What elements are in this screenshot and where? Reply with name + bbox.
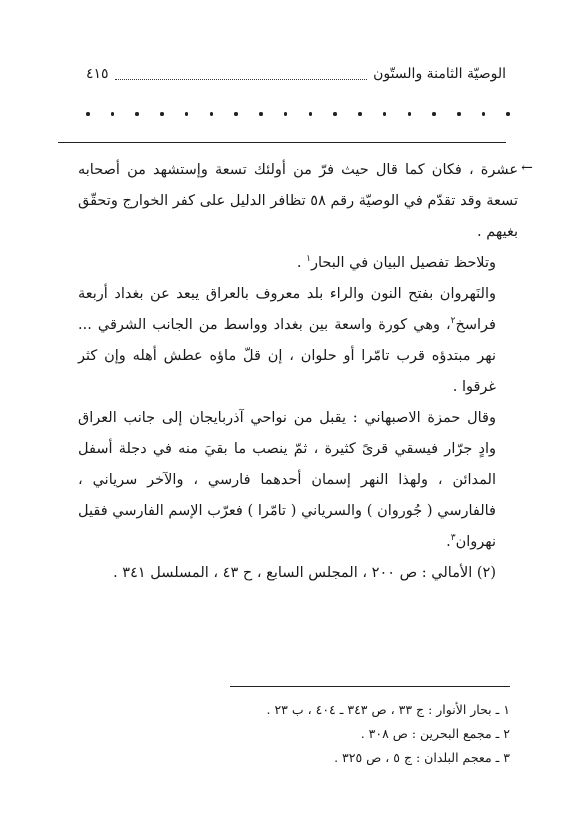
divider-dot <box>333 112 337 116</box>
divider-dot <box>506 112 510 116</box>
continuation-arrow-icon: ← <box>521 160 533 176</box>
footnote-ref-2: ٢ <box>450 316 456 327</box>
header-title: الوصيّة الثامنة والستّون <box>373 66 506 82</box>
divider-dot <box>383 112 387 116</box>
footnotes <box>150 698 510 770</box>
footnote-2: ٢ ـ مجمع البحرين : ص ٣٠٨ . <box>360 726 510 741</box>
footnote-ref-1: ١ <box>306 254 311 265</box>
divider-dot <box>482 112 486 116</box>
paragraph-4-text: وقال حمزة الاصبهاني : يقبل من نواحي آذربايجان إلى جانب العراق وادٍ جرّار فيسقي قرىً كثيرة ، ثمّ ينصب ما بقيَ منه في دجلة أسفل المدائن ، ولهذا النهر إسمان أحدهما فارسي ، والآخر سرياني ، فالفارسي ( جُوروان ) والسرياني ( تامّرا ) فعرّب الإسم الفارسي فقيل نهروان <box>78 410 496 550</box>
divider-dot <box>457 112 461 116</box>
paragraph-3 <box>78 279 518 403</box>
divider-dot <box>234 112 238 116</box>
divider-dot <box>135 112 139 116</box>
paragraph-1: عشرة ، فكان كما قال حيث فرّ من أولئك تسعة وإستشهد من أصحابه تسعة وقد تقدّم في الوصيّة رقم ٥٨ تظافر الدليل على كفر الخوارج وتحقّق بغيهم . <box>78 162 518 240</box>
divider-dot <box>284 112 288 116</box>
divider-dot <box>432 112 436 116</box>
divider-dot <box>160 112 164 116</box>
main-text <box>78 155 518 589</box>
divider-dot <box>358 112 362 116</box>
divider-dot <box>185 112 189 116</box>
paragraph-5: (٢) الأمالي : ص ٢٠٠ ، المجلس السابع ، ح ٤٣ ، المسلسل ٣٤١ . <box>113 565 496 581</box>
paragraph-2-text: وتلاحظ تفصيل البيان في البحار <box>310 255 496 271</box>
paragraph-3-text: والنَهروان بفتح النون والراء بلد معروف بالعراق يبعد عن بغداد أربعة فراسخ <box>78 286 496 333</box>
header-dot-leader <box>115 69 368 80</box>
footnote-1: ١ ـ بحار الأنوار : ج ٣٣ ، ص ٣٤٣ ـ ٤٠٤ ، ب ٢٣ . <box>266 702 510 717</box>
page-number: ٤١٥ <box>86 66 109 82</box>
running-header <box>86 62 506 86</box>
footnote-ref-3: ٣ <box>450 533 456 544</box>
divider-dot <box>408 112 412 116</box>
paragraph-4 <box>78 403 518 558</box>
divider-dot <box>259 112 263 116</box>
divider-dot <box>210 112 214 116</box>
footnote-3: ٣ ـ معجم البلدان : ج ٥ ، ص ٣٢٥ . <box>334 750 510 765</box>
dotted-divider <box>86 112 510 116</box>
header-rule <box>58 142 506 143</box>
footnote-rule <box>230 686 510 687</box>
paragraph-4-end: . <box>446 534 451 550</box>
divider-dot <box>86 112 90 116</box>
paragraph-2: وتلاحظ تفصيل البيان في البحار$^١$ . <box>296 254 496 271</box>
divider-dot <box>111 112 115 116</box>
paragraph-3-rest: ، وهي كورة واسعة بين بغداد وواسط من الجانب الشرقي ... نهر مبتدؤه قرب تامّرا أو حلوان ، إن قلّ ماؤه عطش أهله وإن كثر غرقوا . <box>78 317 496 395</box>
divider-dot <box>309 112 313 116</box>
